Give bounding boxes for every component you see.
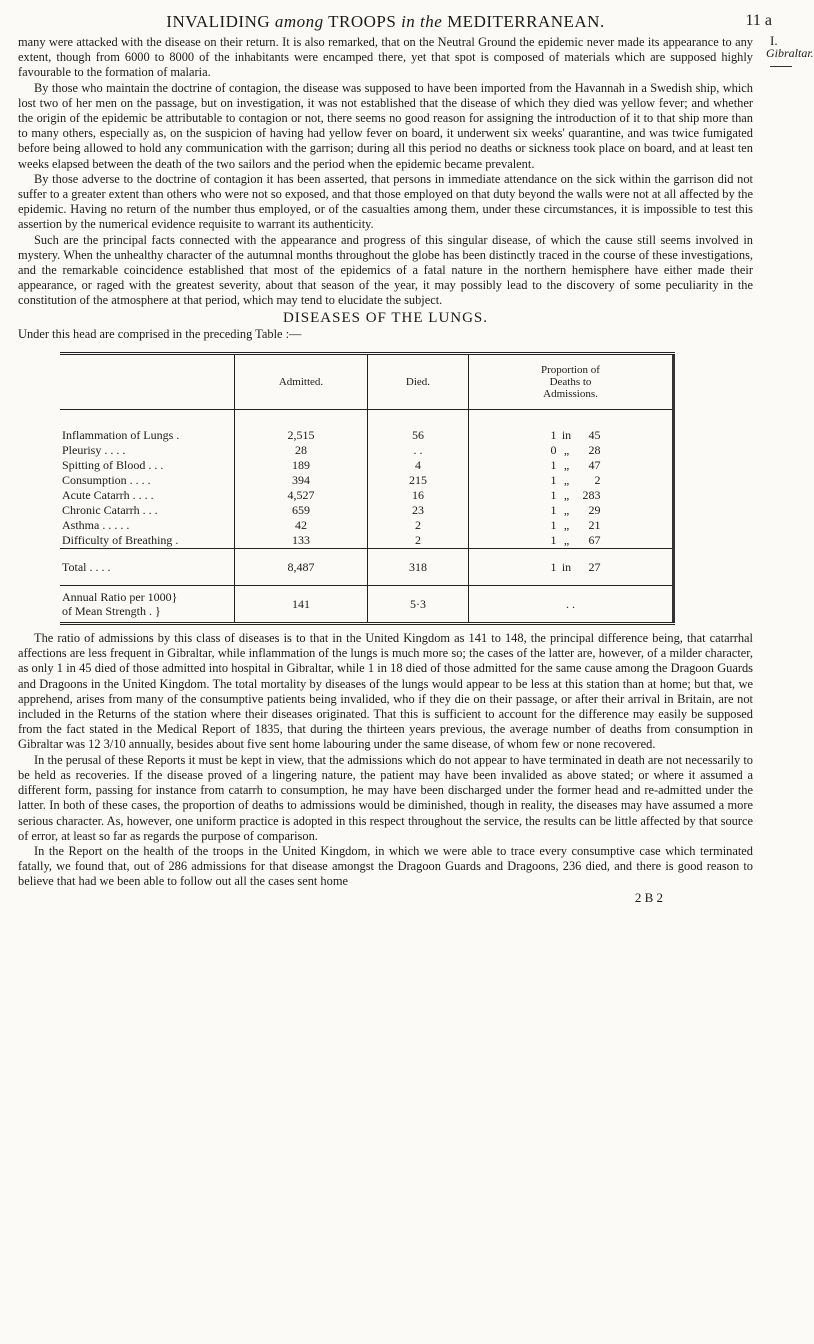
header-proportion: Proportion of Deaths to Admissions. bbox=[469, 354, 674, 410]
row-label: Acute Catarrh . . . . bbox=[62, 488, 154, 503]
row-label: Consumption . . . . bbox=[62, 473, 151, 488]
row-proportion: 1 „ 47 bbox=[469, 458, 674, 473]
paragraph: In the Report on the health of the troops in the United Kingdom, in which we were able to trace every consumptive case which terminated fatally, we found that, out of 286 admissions for that disease amongst the Dragoon Guards and Dragoons, 236 died, and there is good reason to believe that had we been able to follow out all the cases sent home bbox=[18, 843, 753, 889]
paragraph: The ratio of admissions by this class of diseases is to that in the United Kingdom as 141 to 148, the principal difference being, that catarrhal affections are less frequent in Gibraltar, while inflammation of the lungs is much more so; the cases of the latter are, however, of a milder character, as only 1 in 45 died of those admitted into hospital in Gibraltar, while 1 in 18 died of those admitted for the same cause among the Dragoon Guards and Dragoons in the United Kingdom. The total mortality by diseases of the lungs would appear to be less at this station than at home; but that, we apprehend, arises from many of the consumptive patients being invalided, who if they die on their passage, or after their arrival in Britain, are not included in the Returns of the station where their diseases originated. That this is sufficient to account for the difference may easily be supposed from the fact stated in the Medical Report of 1835, that during the thirteen years previous, the average number of deaths from consumption in Gibraltar was 12 3/10 annually, besides about five sent home labouring under the same disease, of whom few or none recovered. bbox=[18, 631, 753, 752]
row-died: 16 bbox=[368, 488, 469, 503]
row-label: Chronic Catarrh . . . bbox=[62, 503, 158, 518]
margin-note bbox=[766, 33, 814, 67]
row-died: 2 bbox=[368, 533, 469, 549]
row-died: 4 bbox=[368, 458, 469, 473]
row-proportion: 0 „ 28 bbox=[469, 443, 674, 458]
paragraph: By those who maintain the doctrine of contagion, the disease was supposed to have been imported from the Havannah in a Swedish ship, which lost two of her men on the passage, but on investigation, it was not established that the disease of which they died was yellow fever; and whether the origin of the epidemic be attributable to contagion or not, there seems no good reason for assigning the introduction of it to that ship more than to many others, especially as, on the suspicion of having had yellow fever on board, it underwent six weeks' quarantine, and was twice fumigated before being allowed to hold any communication with the garrison; during all this period no deaths or sickness took place on board, and at least ten weeks elapsed between the death of the two sailors and the period when the epidemic became prevalent. bbox=[18, 80, 753, 171]
running-header bbox=[18, 12, 772, 32]
total-label: Total . . . . bbox=[60, 549, 235, 586]
row-died: 23 bbox=[368, 503, 469, 518]
row-label: Spitting of Blood . . . bbox=[62, 458, 164, 473]
row-proportion: 1 „ 2 bbox=[469, 473, 674, 488]
table-row bbox=[60, 518, 674, 533]
annual-proportion: . . bbox=[469, 586, 674, 624]
table-row bbox=[60, 503, 674, 518]
row-admitted: 659 bbox=[235, 503, 368, 518]
row-proportion: 1 „ 67 bbox=[469, 533, 674, 549]
running-head-title: INVALIDING among TROOPS in the MEDITERRANEAN. bbox=[166, 12, 605, 31]
annual-label: Annual Ratio per 1000} of Mean Strength . } bbox=[60, 586, 235, 624]
table-row bbox=[60, 488, 674, 503]
total-admitted: 8,487 bbox=[235, 549, 368, 586]
row-admitted: 28 bbox=[235, 443, 368, 458]
margin-place: Gibraltar. bbox=[766, 46, 814, 60]
row-admitted: 4,527 bbox=[235, 488, 368, 503]
header-died: Died. bbox=[368, 354, 469, 410]
signature-mark: 2 B 2 bbox=[634, 889, 663, 905]
table-row bbox=[60, 473, 674, 488]
body-text bbox=[18, 35, 753, 905]
row-died: . . bbox=[368, 443, 469, 458]
row-proportion: 1 „ 21 bbox=[469, 518, 674, 533]
margin-rule bbox=[770, 66, 792, 67]
lung-diseases-table bbox=[60, 352, 675, 625]
table-intro: Under this head are comprised in the preceding Table :— bbox=[18, 326, 302, 341]
annual-ratio-row bbox=[60, 586, 674, 624]
row-label: Inflammation of Lungs . bbox=[62, 428, 180, 443]
row-admitted: 189 bbox=[235, 458, 368, 473]
row-label: Asthma . . . . . bbox=[62, 518, 130, 533]
total-died: 318 bbox=[368, 549, 469, 586]
header-blank bbox=[60, 354, 235, 410]
row-admitted: 133 bbox=[235, 533, 368, 549]
table-header-row bbox=[60, 354, 674, 410]
section-heading: DISEASES OF THE LUNGS. bbox=[282, 309, 489, 326]
row-proportion: 1 „ 29 bbox=[469, 503, 674, 518]
table-row bbox=[60, 410, 674, 444]
row-admitted: 42 bbox=[235, 518, 368, 533]
margin-section-number: I. bbox=[770, 33, 778, 48]
row-died: 56 bbox=[368, 410, 469, 444]
paragraph: In the perusal of these Reports it must be kept in view, that the admissions which do not appear to have terminated in death are not necessarily to be held as recoveries. If the disease proved of a lingering nature, the patient may have been invalided as above stated; or where it assumed a different form, passing for instance from catarrh to consumption, he may have been discharged under the former head and re-admitted under the latter. In both of these cases, the proportion of deaths to admissions would be diminished, though in reality, the diseases may have assumed a more serious character. As, however, one uniform practice is adopted in this respect throughout the service, the results can be little affected by that source of error, at least so far as regards the purpose of comparison. bbox=[18, 752, 753, 843]
statistics-table bbox=[60, 352, 675, 625]
annual-died: 5·3 bbox=[368, 586, 469, 624]
table-row bbox=[60, 458, 674, 473]
table-row bbox=[60, 533, 674, 549]
page-number: 11 a bbox=[745, 12, 772, 29]
total-row bbox=[60, 549, 674, 586]
table-row bbox=[60, 443, 674, 458]
row-label: Difficulty of Breathing . bbox=[62, 533, 179, 548]
paragraph: By those adverse to the doctrine of contagion it has been asserted, that persons in immediate attendance on the sick within the garrison did not suffer to a greater extent than others who were not so exposed, and that those employed on that duty beyond the walls were not at all affected by the epidemic. Having no return of the number thus employed, or of the casualties among them, under these circumstances, it is impossible to test this assertion by the numerical evidence requisite to warrant its authenticity. bbox=[18, 171, 753, 232]
row-proportion: 1 „ 283 bbox=[469, 488, 674, 503]
annual-admitted: 141 bbox=[235, 586, 368, 624]
paragraph: Such are the principal facts connected with the appearance and progress of this singular disease, of which the cause still seems involved in mystery. When the unhealthy character of the autumnal months throughout the globe has been distinctly traced in the course of these investigations, and the remarkable coincidence established that most of the epidemics of a fatal nature in the northern hemisphere have either made their appearance, or raged with the greatest severity, about that season of the year, it may possibly lead to the discovery of some peculiarity in the constitution of the atmosphere at that period, which may tend to elucidate the subject. bbox=[18, 232, 753, 308]
row-label: Pleurisy . . . . bbox=[62, 443, 126, 458]
row-proportion: 1 in 45 bbox=[469, 410, 674, 444]
header-admitted: Admitted. bbox=[235, 354, 368, 410]
total-proportion: 1 in 27 bbox=[469, 549, 674, 586]
row-died: 215 bbox=[368, 473, 469, 488]
row-died: 2 bbox=[368, 518, 469, 533]
row-admitted: 2,515 bbox=[235, 410, 368, 444]
row-admitted: 394 bbox=[235, 473, 368, 488]
paragraph: many were attacked with the disease on their return. It is also remarked, that on the Neutral Ground the epidemic never made its appearance to any extent, though from 6000 to 8000 of the inhabitants were encamped there, yet that spot is composed of materials which are supposed highly favourable to the formation of malaria. bbox=[18, 35, 753, 80]
